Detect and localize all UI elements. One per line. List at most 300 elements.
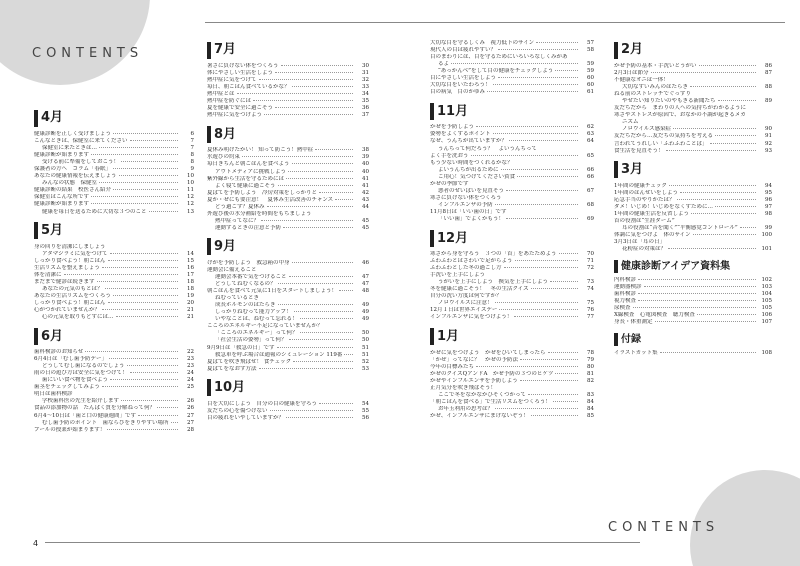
toc-entry[interactable] bbox=[34, 413, 194, 420]
toc-entry-title: 言われてうれしい「ふわふわことば」 bbox=[614, 140, 708, 147]
toc-entry[interactable] bbox=[614, 284, 772, 291]
toc-entry[interactable] bbox=[34, 300, 194, 307]
dot-leader bbox=[286, 417, 353, 418]
dot-leader bbox=[517, 176, 578, 177]
toc-entry[interactable] bbox=[207, 359, 369, 366]
toc-entry[interactable] bbox=[614, 211, 772, 218]
toc-entry[interactable] bbox=[207, 309, 369, 316]
toc-entry-title: 12月１日は世界エイズデー bbox=[430, 307, 498, 314]
toc-entry-page: 87 bbox=[765, 70, 772, 77]
toc-entry-title: 外遊び後の水分補給を時間をもちましょう bbox=[207, 210, 312, 217]
toc-entry-title: 毎日、朝ごはん食べているかな？ bbox=[207, 84, 290, 91]
dot-leader bbox=[292, 163, 353, 164]
toc-entry[interactable] bbox=[34, 138, 194, 145]
toc-entry-page: 56 bbox=[362, 414, 369, 421]
toc-column-1 bbox=[34, 108, 194, 439]
section-title: 付録 bbox=[621, 333, 641, 345]
toc-entry-page: 10 bbox=[187, 180, 194, 187]
toc-entry[interactable] bbox=[614, 232, 772, 239]
toc-entry-page: 74 bbox=[587, 286, 594, 293]
toc-entry[interactable] bbox=[34, 201, 194, 208]
toc-entry[interactable] bbox=[34, 180, 194, 187]
toc-entry-page: 58 bbox=[587, 47, 594, 54]
toc-entry[interactable] bbox=[207, 295, 369, 302]
toc-entry-page: 51 bbox=[362, 344, 369, 351]
toc-entry[interactable] bbox=[430, 399, 594, 406]
toc-entry[interactable] bbox=[34, 427, 194, 434]
toc-entry[interactable] bbox=[430, 265, 594, 272]
toc-entry[interactable] bbox=[34, 272, 194, 279]
toc-entry-title: 夏を健康で安全に過ごそう bbox=[207, 105, 274, 112]
toc-entry[interactable] bbox=[430, 47, 594, 54]
toc-entry-title: 目にやさしい生活をしよう bbox=[430, 75, 497, 82]
dot-leader bbox=[289, 339, 353, 340]
toc-entry[interactable] bbox=[430, 160, 594, 167]
toc-entry-page: 27 bbox=[187, 419, 194, 426]
toc-entry[interactable] bbox=[614, 77, 772, 84]
toc-entry-title: 寒さに負けない体をつくろう bbox=[430, 194, 502, 201]
toc-entry[interactable] bbox=[430, 279, 594, 286]
toc-entry[interactable] bbox=[614, 141, 772, 148]
toc-entry[interactable] bbox=[207, 281, 369, 288]
toc-entry-title: かぜに気をつけよう かぜをひいてしまったら bbox=[430, 349, 546, 356]
toc-entry[interactable] bbox=[34, 187, 194, 194]
toc-entry[interactable] bbox=[34, 265, 194, 272]
toc-entry-title: 2月3日は節分 bbox=[614, 70, 649, 77]
toc-entry[interactable] bbox=[430, 61, 594, 68]
month-section bbox=[34, 108, 194, 216]
toc-entry-page: 106 bbox=[761, 312, 772, 319]
toc-entry[interactable] bbox=[430, 188, 594, 195]
toc-entry[interactable] bbox=[207, 161, 369, 168]
dot-leader bbox=[119, 175, 178, 176]
toc-entry[interactable] bbox=[430, 371, 594, 378]
bottom-rule bbox=[45, 542, 640, 543]
toc-entry-page: 104 bbox=[761, 291, 772, 298]
toc-entry[interactable] bbox=[34, 194, 194, 201]
toc-entry-title: やせたい知りたいのやもきる新聞たち bbox=[622, 98, 716, 105]
toc-entry-title: 水遊びの約束 bbox=[207, 154, 241, 161]
toc-entry-title: 夏ばてをなおす方法 bbox=[207, 365, 257, 372]
toc-entry[interactable] bbox=[430, 251, 594, 258]
toc-entry[interactable] bbox=[207, 190, 369, 197]
toc-entry[interactable] bbox=[207, 225, 369, 232]
toc-entry-title: 歯茎をチェックしてみよう bbox=[34, 384, 100, 391]
toc-entry-title: 熱中症に気をつけて bbox=[207, 77, 257, 84]
toc-entry[interactable] bbox=[207, 105, 369, 112]
dot-leader bbox=[116, 316, 178, 317]
toc-entry[interactable] bbox=[430, 357, 594, 364]
toc-entry[interactable] bbox=[207, 345, 369, 352]
toc-entry-title: 食品の添加物の話 たんぱく質を分解ねって何？ bbox=[34, 405, 156, 412]
toc-entry[interactable] bbox=[614, 105, 772, 112]
toc-entry[interactable] bbox=[614, 63, 772, 70]
section-bar bbox=[430, 103, 434, 120]
toc-entry-title: 保護者の方へ コラム「春眠」 bbox=[34, 166, 111, 173]
toc-entry[interactable] bbox=[430, 385, 594, 392]
toc-entry[interactable] bbox=[614, 70, 772, 77]
toc-entry[interactable] bbox=[207, 197, 369, 204]
toc-entry-title: 熱中症に気をつけよう bbox=[207, 112, 263, 119]
dot-leader bbox=[91, 203, 178, 204]
dot-leader bbox=[495, 408, 578, 409]
toc-entry[interactable] bbox=[430, 202, 594, 209]
toc-entry[interactable] bbox=[430, 258, 594, 265]
dot-leader bbox=[157, 407, 178, 408]
toc-entry[interactable] bbox=[207, 352, 369, 359]
toc-entry[interactable] bbox=[34, 391, 194, 398]
dot-leader bbox=[638, 300, 756, 301]
toc-entry[interactable] bbox=[614, 350, 772, 357]
toc-entry[interactable] bbox=[207, 63, 369, 70]
toc-entry-title: インフルエンザの予防 bbox=[438, 201, 493, 208]
toc-entry[interactable] bbox=[430, 40, 594, 47]
toc-entry[interactable] bbox=[614, 119, 772, 126]
dot-leader bbox=[261, 220, 353, 221]
toc-entry[interactable] bbox=[34, 286, 194, 293]
dot-leader bbox=[715, 206, 756, 207]
toc-entry[interactable] bbox=[207, 288, 369, 295]
toc-entry[interactable] bbox=[430, 406, 594, 413]
toc-entry-page: 16 bbox=[187, 264, 194, 271]
toc-entry[interactable] bbox=[614, 239, 772, 246]
toc-entry[interactable] bbox=[207, 154, 369, 161]
dot-leader bbox=[105, 288, 178, 289]
toc-entry-page: 49 bbox=[362, 309, 369, 316]
toc-entry-page: 38 bbox=[362, 147, 369, 154]
toc-entry[interactable] bbox=[430, 82, 594, 89]
toc-entry-title: 保健室はこんな所です bbox=[34, 194, 90, 201]
toc-entry[interactable] bbox=[34, 279, 194, 286]
toc-entry[interactable] bbox=[207, 183, 369, 190]
toc-entry-page: 80 bbox=[587, 363, 594, 370]
toc-entry[interactable] bbox=[207, 218, 369, 225]
toc-entry[interactable] bbox=[34, 377, 194, 384]
dot-leader bbox=[259, 79, 353, 80]
toc-entry[interactable] bbox=[207, 267, 369, 274]
toc-entry[interactable] bbox=[207, 415, 369, 422]
toc-entry-title: 歯科検診のお知らせ bbox=[34, 349, 84, 356]
dot-leader bbox=[555, 373, 578, 374]
toc-entry[interactable] bbox=[207, 316, 369, 323]
dot-leader bbox=[277, 347, 354, 348]
toc-entry[interactable] bbox=[430, 167, 594, 174]
dot-leader bbox=[113, 295, 178, 296]
month-section bbox=[207, 237, 369, 373]
toc-entry[interactable] bbox=[430, 314, 594, 321]
toc-entry-page: 13 bbox=[187, 208, 194, 215]
section-header bbox=[614, 258, 772, 274]
toc-entry[interactable] bbox=[430, 75, 594, 82]
toc-entry[interactable] bbox=[207, 147, 369, 154]
dot-leader bbox=[493, 84, 578, 85]
toc-entry[interactable] bbox=[34, 145, 194, 152]
section-title: 3月 bbox=[621, 162, 644, 178]
toc-entry[interactable] bbox=[34, 131, 194, 138]
toc-entry[interactable] bbox=[207, 204, 369, 211]
toc-entry[interactable] bbox=[34, 349, 194, 356]
toc-entry-title: ねる前のストレッチでぐっすり bbox=[614, 91, 691, 98]
toc-entry[interactable] bbox=[34, 173, 194, 180]
dot-leader bbox=[680, 192, 756, 193]
dot-leader bbox=[520, 359, 578, 360]
section-title: 7月 bbox=[214, 42, 237, 58]
section-title: 4月 bbox=[41, 110, 64, 126]
toc-entry[interactable] bbox=[430, 68, 594, 75]
toc-entry-title: 毎日きちんと朝ごはんを食べよう bbox=[207, 161, 290, 168]
toc-entry-page: 41 bbox=[362, 175, 369, 182]
section-title: 5月 bbox=[41, 223, 64, 239]
dot-leader bbox=[275, 72, 353, 73]
toc-entry[interactable] bbox=[614, 312, 772, 319]
toc-entry[interactable] bbox=[430, 195, 594, 202]
toc-entry[interactable] bbox=[34, 384, 194, 391]
toc-entry[interactable] bbox=[614, 298, 772, 305]
toc-entry[interactable] bbox=[34, 356, 194, 363]
toc-entry[interactable] bbox=[614, 98, 772, 105]
dot-leader bbox=[668, 248, 756, 249]
toc-entry[interactable] bbox=[34, 152, 194, 159]
dot-leader bbox=[559, 253, 578, 254]
dot-leader bbox=[108, 302, 178, 303]
month-section bbox=[614, 258, 772, 326]
toc-entry[interactable] bbox=[430, 364, 594, 371]
toc-entry[interactable] bbox=[614, 197, 772, 204]
top-rule bbox=[205, 22, 785, 23]
toc-entry[interactable] bbox=[207, 84, 369, 91]
toc-entry-page: 81 bbox=[587, 370, 594, 377]
toc-entry[interactable] bbox=[207, 366, 369, 373]
toc-entry-title: 目を大切にしよう 自分の目の健康を守ろう bbox=[207, 400, 318, 407]
toc-entry[interactable] bbox=[614, 305, 772, 312]
section-bar bbox=[614, 161, 618, 178]
toc-entry[interactable] bbox=[430, 89, 594, 96]
toc-entry[interactable] bbox=[614, 91, 772, 98]
toc-entry[interactable] bbox=[430, 174, 594, 181]
toc-entry-page: 88 bbox=[765, 84, 772, 91]
toc-entry[interactable] bbox=[207, 323, 369, 330]
dot-leader bbox=[64, 274, 178, 275]
dot-leader bbox=[99, 182, 178, 183]
section-bar bbox=[207, 238, 211, 255]
toc-entry[interactable] bbox=[34, 363, 194, 370]
toc-entry[interactable] bbox=[34, 159, 194, 166]
dot-leader bbox=[555, 70, 578, 71]
toc-entry[interactable] bbox=[614, 291, 772, 298]
toc-entry-page: 84 bbox=[587, 398, 594, 405]
toc-entry[interactable] bbox=[34, 405, 194, 412]
month-section bbox=[430, 228, 594, 321]
section-title: 8月 bbox=[214, 126, 237, 142]
toc-entry[interactable] bbox=[34, 244, 194, 251]
section-bar bbox=[34, 110, 38, 127]
toc-entry[interactable] bbox=[207, 330, 369, 337]
toc-entry[interactable] bbox=[614, 225, 772, 232]
dot-leader bbox=[476, 126, 578, 127]
section-bar bbox=[430, 328, 434, 345]
toc-entry-page: 75 bbox=[587, 300, 594, 307]
dot-leader bbox=[286, 178, 353, 179]
toc-entry[interactable] bbox=[614, 277, 772, 284]
toc-entry[interactable] bbox=[614, 246, 772, 253]
toc-entry[interactable] bbox=[430, 54, 594, 61]
toc-entry[interactable] bbox=[614, 133, 772, 140]
toc-entry-title: あなたの健康情報を伝えましょう bbox=[34, 173, 117, 180]
dot-leader bbox=[495, 204, 578, 205]
toc-column-4 bbox=[614, 40, 772, 362]
toc-entry-title: ふわふわとした冬の過ごし方 bbox=[430, 265, 502, 272]
toc-entry-title: ダメ！いじめ！いじめをなくすために… bbox=[614, 203, 714, 210]
month-section bbox=[430, 40, 594, 96]
toc-entry-page: 102 bbox=[761, 277, 772, 284]
toc-entry[interactable] bbox=[34, 166, 194, 173]
dot-leader bbox=[493, 133, 578, 134]
toc-entry-title: 夏ばてを予防しよう 冷房対策をしっかりと bbox=[207, 189, 318, 196]
toc-entry[interactable] bbox=[430, 286, 594, 293]
toc-entry[interactable] bbox=[430, 209, 594, 216]
toc-entry[interactable] bbox=[614, 183, 772, 190]
toc-entry-title: 友だちだから まわりの人への気持ちがわかるように bbox=[614, 105, 747, 112]
toc-entry-title: 運動会本番で気をつけること bbox=[215, 274, 287, 281]
toc-entry[interactable] bbox=[207, 169, 369, 176]
dot-leader bbox=[655, 321, 756, 322]
toc-entry-title: 姿勢をよくするポイント bbox=[430, 131, 491, 138]
toc-entry[interactable] bbox=[34, 209, 194, 216]
dot-leader bbox=[550, 281, 578, 282]
dot-leader bbox=[499, 309, 578, 310]
toc-entry[interactable] bbox=[614, 319, 772, 326]
toc-entry[interactable] bbox=[614, 218, 772, 225]
toc-entry[interactable] bbox=[207, 176, 369, 183]
toc-entry[interactable] bbox=[207, 260, 369, 267]
toc-entry-title: 学校歯科医の先生を紹介します bbox=[42, 398, 120, 405]
toc-entry[interactable] bbox=[207, 337, 369, 344]
toc-entry[interactable] bbox=[430, 307, 594, 314]
toc-entry-page: 49 bbox=[362, 316, 369, 323]
toc-entry[interactable] bbox=[614, 84, 772, 91]
toc-entry-page: 8 bbox=[190, 159, 194, 166]
section-bar bbox=[614, 333, 618, 346]
dot-leader bbox=[288, 171, 353, 172]
toc-entry-page: 9 bbox=[190, 166, 194, 173]
toc-entry[interactable] bbox=[34, 398, 194, 405]
toc-entry-page: 20 bbox=[187, 299, 194, 306]
toc-entry-title: 今年の目標みたち bbox=[430, 363, 475, 370]
toc-entry[interactable] bbox=[614, 204, 772, 211]
toc-entry[interactable] bbox=[207, 77, 369, 84]
toc-entry-title: あなたの生活リズムをつくろう bbox=[34, 292, 111, 299]
dot-leader bbox=[509, 140, 578, 141]
toc-entry-title: 1年間のはんせいをしよう bbox=[614, 189, 679, 196]
dot-leader bbox=[278, 185, 353, 186]
toc-entry[interactable] bbox=[430, 300, 594, 307]
toc-entry-title: 悪者のせいばいを見直そう bbox=[438, 187, 505, 194]
toc-entry[interactable] bbox=[430, 293, 594, 300]
toc-entry[interactable] bbox=[34, 370, 194, 377]
dot-leader bbox=[278, 283, 353, 284]
toc-entry[interactable] bbox=[430, 138, 594, 145]
section-title: 9月 bbox=[214, 239, 237, 255]
toc-entry-title: 健康診断の結果 校医さん紹介 bbox=[34, 187, 112, 194]
toc-entry[interactable] bbox=[430, 272, 594, 279]
toc-entry[interactable] bbox=[430, 181, 594, 188]
toc-entry[interactable] bbox=[430, 153, 594, 160]
toc-entry[interactable] bbox=[34, 307, 194, 314]
toc-entry-title: 大切な目をいたわろう！ bbox=[430, 82, 491, 89]
toc-entry-title: 友だちの心を傷つけない bbox=[207, 407, 268, 414]
toc-entry[interactable] bbox=[207, 408, 369, 415]
toc-entry-page: 26 bbox=[187, 398, 194, 405]
dot-leader bbox=[113, 133, 178, 134]
toc-entry[interactable] bbox=[207, 112, 369, 119]
toc-entry[interactable] bbox=[34, 293, 194, 300]
toc-entry-title: 明日は歯科検診 bbox=[34, 391, 73, 398]
toc-entry-page: 61 bbox=[587, 89, 594, 96]
toc-entry[interactable] bbox=[614, 190, 772, 197]
toc-entry-title: 「いい歯」でよくかもう！ bbox=[438, 215, 505, 222]
toc-entry-page: 45 bbox=[362, 224, 369, 231]
toc-entry[interactable] bbox=[430, 350, 594, 357]
toc-entry-title: うがいを上手にしよう 換気を上手にしよう bbox=[438, 279, 549, 286]
toc-entry[interactable] bbox=[34, 314, 194, 321]
toc-entry[interactable] bbox=[614, 112, 772, 119]
section-header bbox=[207, 237, 369, 257]
dot-leader bbox=[506, 190, 578, 191]
toc-entry[interactable] bbox=[34, 251, 194, 258]
toc-entry-title: 花粉症の対策は？ bbox=[622, 246, 667, 253]
toc-entry[interactable] bbox=[614, 148, 772, 155]
toc-entry[interactable] bbox=[207, 91, 369, 98]
toc-entry[interactable] bbox=[34, 420, 194, 427]
toc-entry[interactable] bbox=[430, 392, 594, 399]
section-header bbox=[34, 326, 194, 346]
toc-entry[interactable] bbox=[430, 124, 594, 131]
toc-entry-page: 48 bbox=[362, 288, 369, 295]
toc-entry-title: 友だちだから…友だちの気持ちを考える bbox=[614, 133, 714, 140]
dot-leader bbox=[102, 386, 178, 387]
toc-entry-page: 83 bbox=[587, 391, 594, 398]
toc-entry-title: 寒さやストレスが原因で、おなかの不調が起きるメカ bbox=[614, 112, 746, 119]
toc-entry-page: 28 bbox=[187, 426, 194, 433]
dot-leader bbox=[109, 358, 178, 359]
toc-entry[interactable] bbox=[207, 70, 369, 77]
toc-entry-title: むし歯予防のポイント 歯ならびをきりやすい場所 bbox=[42, 419, 169, 426]
toc-entry-title: かぜのクイズQアンドA かぜ予防の３つのヒケツ bbox=[430, 370, 554, 377]
dot-leader bbox=[339, 290, 353, 291]
toc-entry[interactable] bbox=[430, 216, 594, 223]
dot-leader bbox=[531, 415, 578, 416]
toc-entry[interactable] bbox=[207, 274, 369, 281]
month-section bbox=[207, 378, 369, 422]
toc-entry[interactable] bbox=[430, 378, 594, 385]
toc-entry-title: うんちって何だろう？ よいうんちって bbox=[438, 145, 538, 152]
toc-entry[interactable] bbox=[430, 131, 594, 138]
toc-entry-title: アウトメディアに挑戦しよう bbox=[215, 168, 287, 175]
toc-entry[interactable] bbox=[207, 401, 369, 408]
toc-entry-title: 運動器検診 bbox=[614, 284, 642, 291]
toc-entry[interactable] bbox=[34, 258, 194, 265]
toc-entry[interactable] bbox=[614, 126, 772, 133]
toc-entry[interactable] bbox=[207, 302, 369, 309]
toc-entry-title: 9月9日は「救急の日」です bbox=[207, 344, 275, 351]
section-header bbox=[207, 378, 369, 398]
toc-entry[interactable] bbox=[430, 146, 594, 153]
toc-entry-title: 暑さに負けない体をつくろう bbox=[207, 63, 279, 69]
toc-entry-page: 57 bbox=[587, 40, 594, 46]
toc-entry[interactable] bbox=[207, 98, 369, 105]
toc-entry[interactable] bbox=[207, 211, 369, 218]
toc-entry[interactable] bbox=[430, 413, 594, 420]
